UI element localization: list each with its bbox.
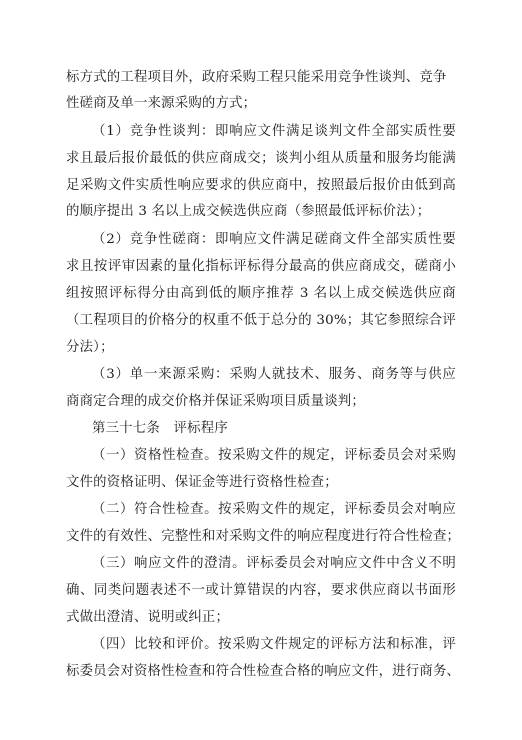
text-line: 式做出澄清、说明或纠正； <box>66 610 230 625</box>
text-line: （四）比较和评价。按采购文件规定的评标方法和标准，评 <box>92 637 456 652</box>
text-line: 标委员会对资格性检查和符合性检查合格的响应文件，进行商务、 <box>66 664 461 679</box>
text-line: 的顺序提出 3 名以上成交候选供应商（参照最低评标价法）； <box>66 204 431 219</box>
text-line: （工程项目的价格分的权重不低于总分的 30%；其它参照综合评 <box>66 313 456 328</box>
text-line: 求且最后报价最低的供应商成交；谈判小组从质量和服务均能满 <box>66 151 456 166</box>
text-line: 商商定合理的成交价格并保证采购项目质量谈判； <box>66 394 365 409</box>
text-line: （一）资格性检查。按采购文件的规定，评标委员会对采购 <box>92 448 456 463</box>
text-line: 文件的有效性、完整性和对采购文件的响应程度进行符合性检查； <box>66 529 461 544</box>
text-line: （1）竞争性谈判：即响应文件满足谈判文件全部实质性要 <box>92 124 456 139</box>
text-line: 足采购文件实质性响应要求的供应商中，按照最后报价由低到高 <box>66 178 456 193</box>
text-line: 求且按评审因素的量化指标评标得分最高的供应商成交，磋商小 <box>66 259 456 274</box>
text-line: 确、同类问题表述不一或计算错误的内容，要求供应商以书面形 <box>66 583 456 598</box>
text-line: 标方式的工程项目外，政府采购工程只能采用竞争性谈判、竞争 <box>66 70 447 85</box>
text-line: （2）竞争性磋商：即响应文件满足磋商文件全部实质性要 <box>92 232 456 247</box>
text-line: 文件的资格证明、保证金等进行资格性检查； <box>66 475 338 490</box>
text-line: 组按照评标得分由高到低的顺序推荐 3 名以上成交候选供应商 <box>66 286 456 301</box>
text-line: 分法）； <box>66 340 114 355</box>
text-line: （二）符合性检查。按采购文件的规定，评标委员会对响应 <box>92 502 456 517</box>
section-heading: 第三十七条 评标程序 <box>92 421 228 436</box>
text-line: 性磋商及单一来源采购的方式； <box>66 96 257 111</box>
text-line: （三）响应文件的澄清。评标委员会对响应文件中含义不明 <box>92 556 456 571</box>
text-line: （3）单一来源采购：采购人就技术、服务、商务等与供应 <box>92 367 456 382</box>
